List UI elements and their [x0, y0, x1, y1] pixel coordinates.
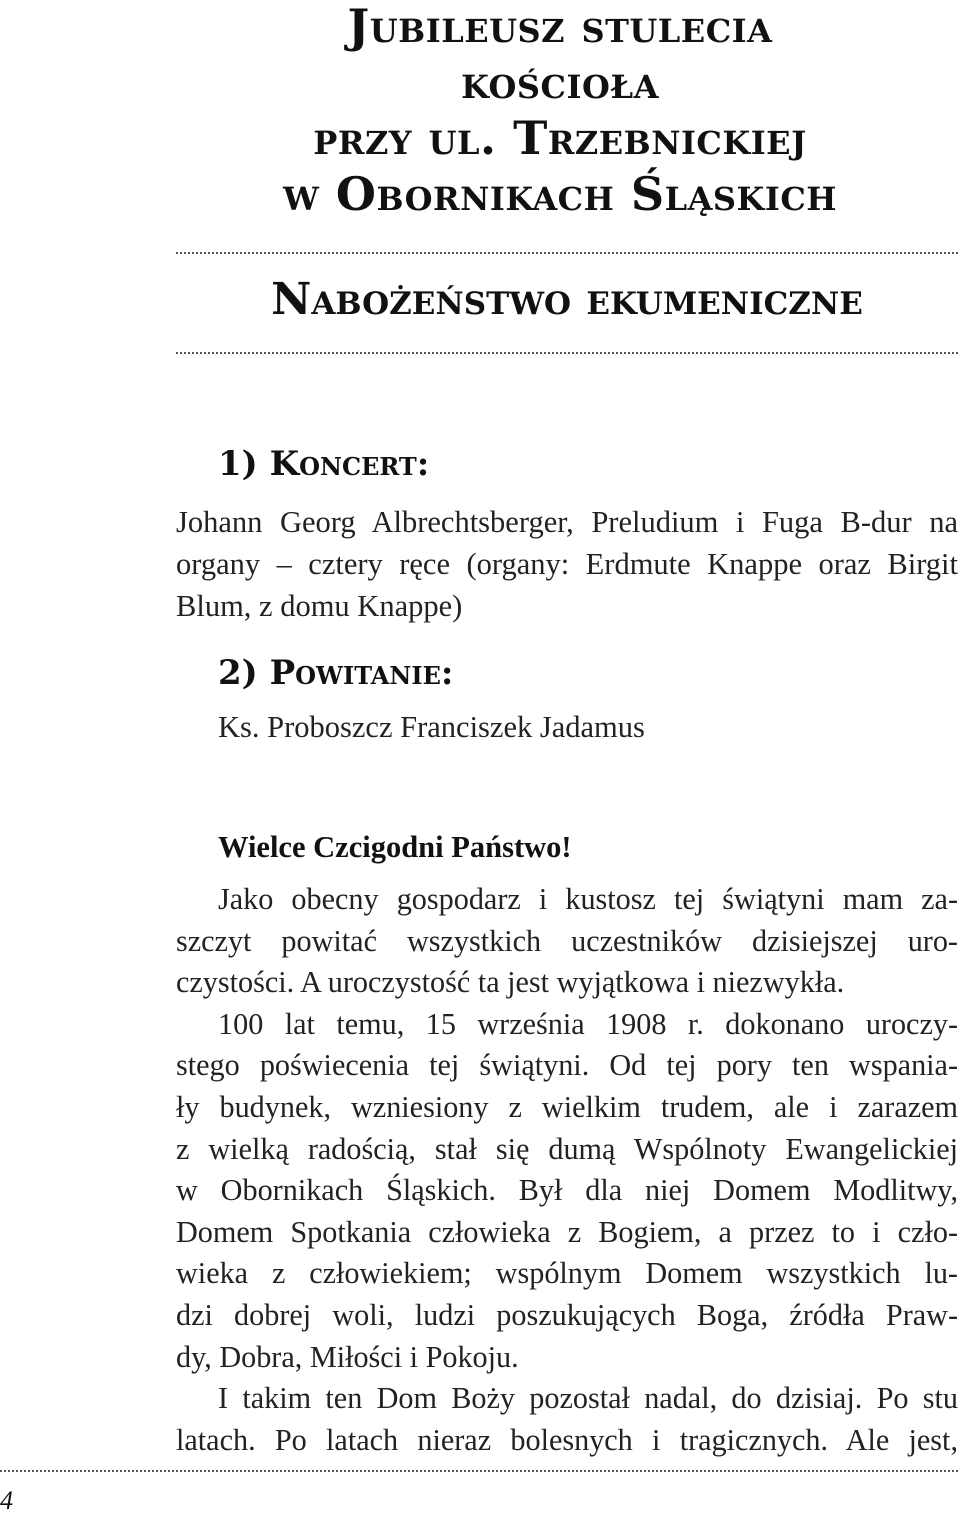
welcome-heading: 2) Powitanie:	[218, 653, 454, 693]
document-title	[205, 0, 915, 222]
page-number: 4	[0, 1486, 13, 1515]
body-line: Jako obecny gospodarz i kustosz tej świątyni mam za-	[218, 882, 958, 916]
title-line: przy ul. Trzebnickiej	[313, 111, 807, 165]
body-line: stego poświecenia tej świątyni. Od tej pory ten wspania-	[176, 1048, 958, 1083]
body-line: latach. Po latach nieraz bolesnych i tragicznych. Ale jest,	[176, 1422, 958, 1457]
body-line: czystości. A uroczystość ta jest wyjątkowa i niezwykła.	[176, 965, 845, 1000]
title-line: kościoła	[461, 55, 659, 109]
body-line: wieka z człowiekiem; wspólnym Domem wszystkich lu-	[176, 1256, 958, 1291]
body-line: w Obornikach Śląskich. Był dla niej Domem Modlitwy,	[176, 1173, 958, 1208]
body-line: dy, Dobra, Miłości i Pokoju.	[176, 1339, 519, 1374]
body-line: z wielką radością, stał się dumą Wspólnoty Ewangelickiej	[176, 1131, 958, 1166]
title-line: Jubileusz stulecia	[347, 0, 773, 53]
body-line: Domem Spotkania człowieka z Bogiem, a przez to i czło-	[176, 1214, 958, 1249]
salutation: Wielce Czcigodni Państwo!	[218, 830, 572, 864]
dotted-divider	[176, 352, 958, 354]
body-line: dzi dobrej woli, ludzi poszukujących Boga, źródła Praw-	[176, 1297, 958, 1332]
body-line: ły budynek, wzniesiony z wielkim trudem, ale i zarazem	[176, 1089, 958, 1124]
title-line: w Obornikach Śląskich	[282, 167, 838, 221]
body-line: 100 lat temu, 15 września 1908 r. dokonano uroczy-	[218, 1006, 958, 1041]
body-line: I takim ten Dom Boży pozostał nadal, do dzisiaj. Po stu	[218, 1381, 958, 1416]
concert-text: Johann Georg Albrechtsberger, Preludium i Fuga B-dur na organy – cztery ręce (organy: Erdmute Knappe oraz Birgit Blum, z domu Knappe)	[176, 505, 958, 623]
dotted-divider	[0, 1470, 958, 1472]
welcome-text: Ks. Proboszcz Franciszek Jadamus	[218, 710, 645, 744]
concert-heading: 1) Koncert:	[218, 444, 430, 484]
body-line: szczyt powitać wszystkich uczestników dzisiejszej uro-	[176, 923, 958, 958]
section-subtitle: Nabożeństwo ekumeniczne	[271, 274, 863, 325]
body-paragraphs	[176, 879, 958, 1461]
dotted-divider	[176, 252, 958, 254]
